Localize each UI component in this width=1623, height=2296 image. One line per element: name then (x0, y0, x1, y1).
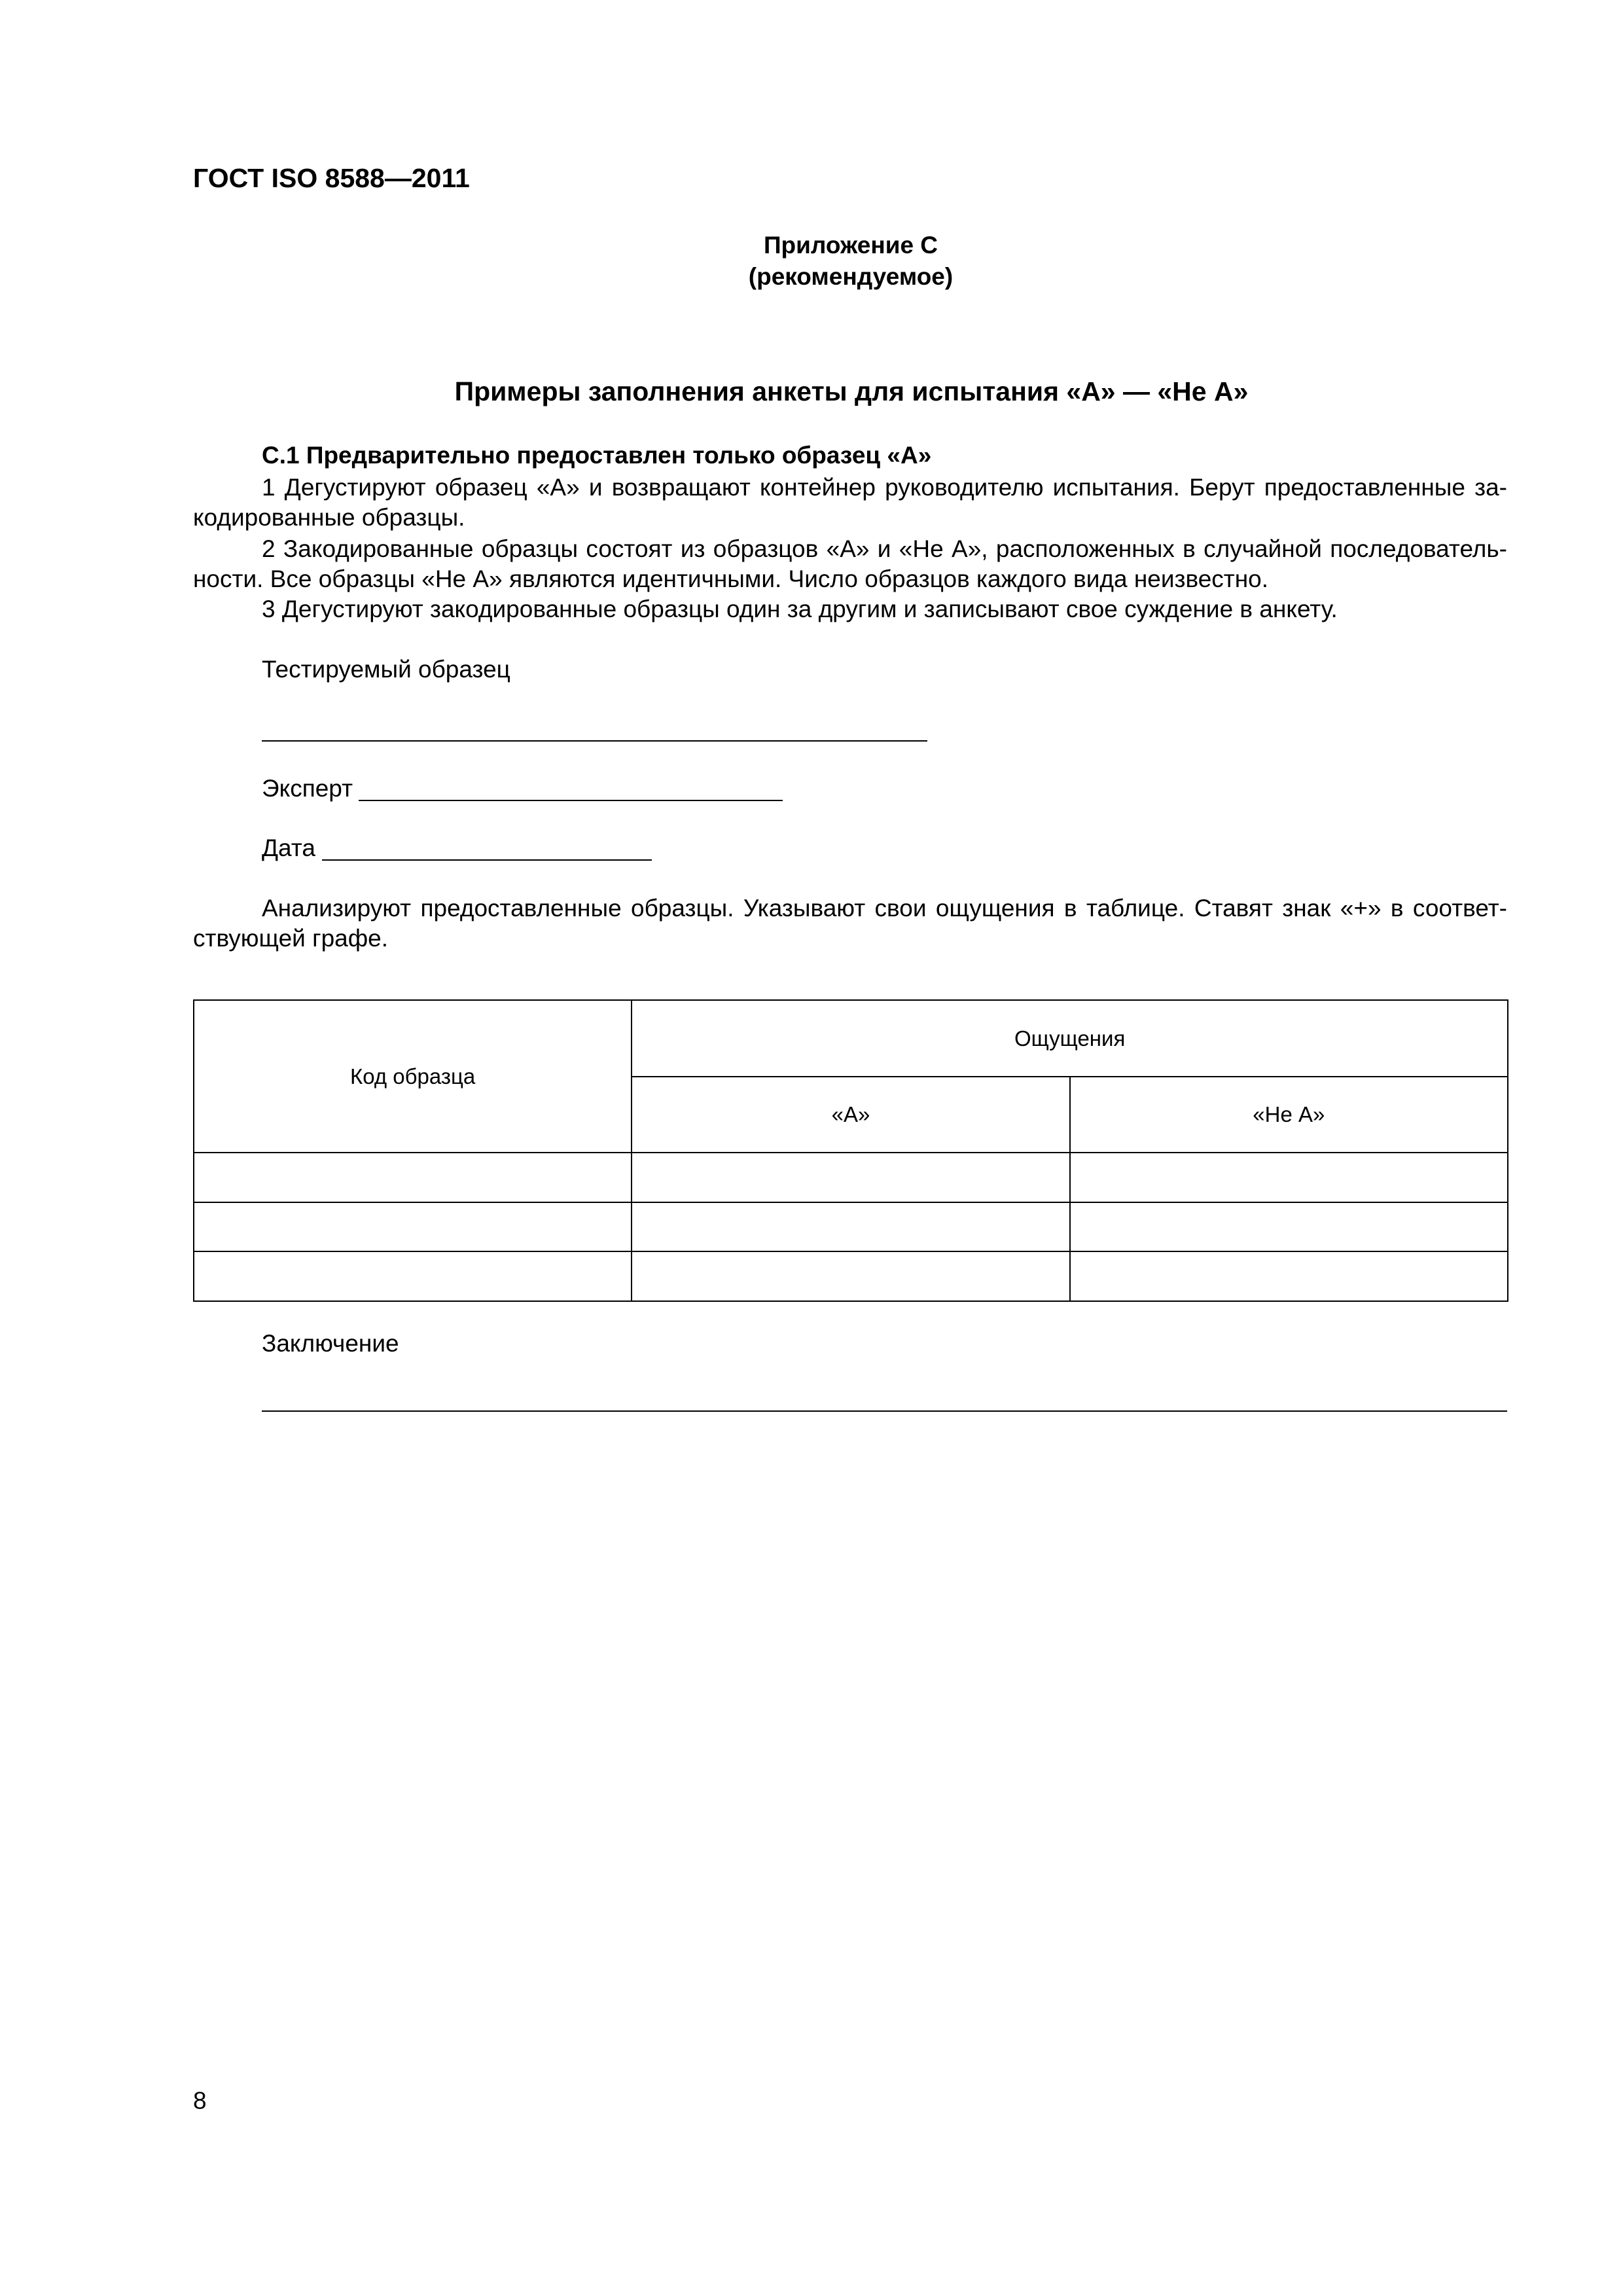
table-row (194, 1251, 1508, 1301)
sample-label: Тестируемый образец (262, 656, 510, 683)
sample-line[interactable] (262, 740, 927, 742)
paragraph-3: 3 Дегустируют закодированные образцы один за другим и записывают свое суждение в анкету. (262, 596, 1338, 622)
col-a-header: «А» (632, 1077, 1069, 1153)
col-not-a-header: «Не А» (1070, 1077, 1508, 1153)
paragraph-1: 1 Дегустируют образец «А» и возвращают контейнер руководителю испытания. Берут предоставленные закодированные образцы. (193, 474, 1507, 531)
paragraph-2: 2 Закодированные образцы состоят из образцов «А» и «Не А», расположенных в случайной последовательности. Все образцы «Не А» являются идентичными. Число образцов каждого вида неизвестно. (193, 535, 1507, 592)
a-cell[interactable] (632, 1202, 1069, 1251)
document-id: ГОСТ ISO 8588—2011 (193, 163, 470, 193)
not-a-cell[interactable] (1070, 1153, 1508, 1202)
table-row (194, 1153, 1508, 1202)
not-a-cell[interactable] (1070, 1202, 1508, 1251)
appendix-title: Приложение С (763, 232, 938, 259)
table-row (194, 1202, 1508, 1251)
conclusion-label: Заключение (262, 1330, 399, 1357)
expert-label: Эксперт (262, 775, 353, 802)
expert-line[interactable] (359, 800, 783, 801)
instruction-text: Анализируют предоставленные образцы. Указывают свои ощущения в таблице. Ставят знак «+» в соответствующей графе. (193, 895, 1507, 952)
conclusion-line[interactable] (262, 1410, 1507, 1412)
date-label: Дата (262, 834, 315, 861)
page-number: 8 (193, 2087, 207, 2114)
a-cell[interactable] (632, 1251, 1069, 1301)
sensation-table (193, 999, 1508, 1302)
page-heading: Примеры заполнения анкеты для испытания «А» — «Не А» (454, 376, 1249, 406)
appendix-status: (рекомендуемое) (748, 263, 954, 290)
a-cell[interactable] (632, 1153, 1069, 1202)
not-a-cell[interactable] (1070, 1251, 1508, 1301)
code-header: Код образца (194, 1000, 632, 1153)
sensation-header: Ощущения (632, 1000, 1508, 1077)
section-title: С.1 Предварительно предоставлен только образец «А» (262, 442, 932, 469)
date-line[interactable] (322, 859, 652, 861)
code-cell[interactable] (194, 1251, 632, 1301)
code-cell[interactable] (194, 1153, 632, 1202)
code-cell[interactable] (194, 1202, 632, 1251)
